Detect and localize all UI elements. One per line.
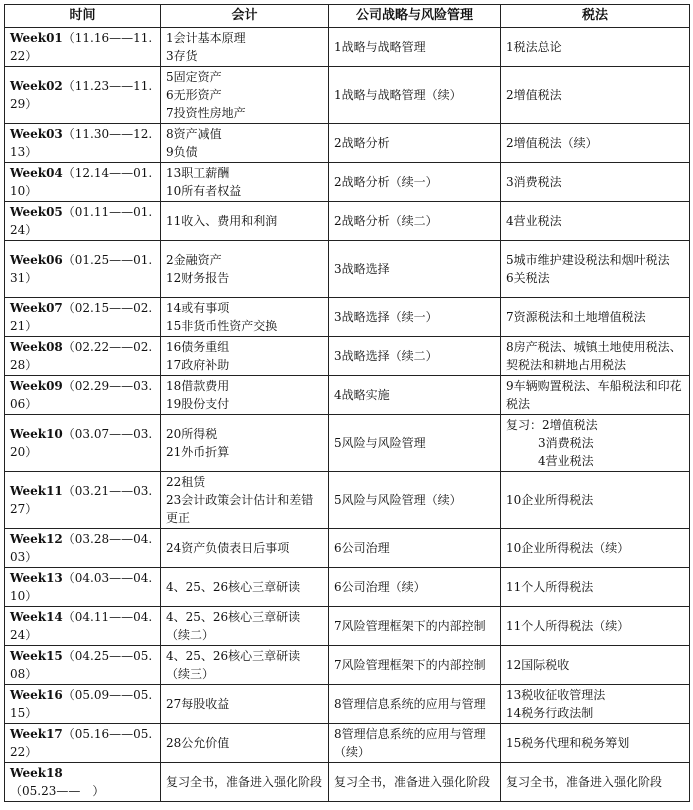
strategy-cell: [329, 67, 501, 124]
strategy-topic: 8管理信息系统的应用与管理: [334, 697, 486, 711]
strategy-cell: [329, 241, 501, 298]
strategy-cell: [329, 28, 501, 67]
time-cell: [5, 529, 161, 568]
tax-cell: [501, 163, 690, 202]
time-cell: [5, 568, 161, 607]
date-range: （12.14——01.10）: [10, 166, 153, 198]
header-strategy: 公司战略与风险管理: [329, 5, 501, 28]
time-cell: [5, 724, 161, 763]
accounting-topic: 20所得税: [166, 427, 218, 441]
tax-cell: [501, 472, 690, 529]
week-label: Week09: [10, 379, 63, 393]
accounting-topic: 2金融资产: [166, 253, 222, 267]
time-cell: [5, 472, 161, 529]
tax-topic: 2增值税法（续）: [506, 136, 598, 150]
accounting-topic: 17政府补助: [166, 358, 230, 372]
accounting-topic: 4、25、26核心三章研读（续二）: [166, 610, 301, 642]
table-row: [5, 28, 690, 67]
strategy-topic: 6公司治理: [334, 541, 390, 555]
schedule-body: [5, 28, 690, 802]
accounting-cell: [161, 472, 329, 529]
strategy-topic: 7风险管理框架下的内部控制: [334, 619, 486, 633]
accounting-topic: 复习全书，准备进入强化阶段: [166, 775, 323, 789]
table-row: [5, 607, 690, 646]
tax-cell: [501, 202, 690, 241]
header-accounting: 会计: [161, 5, 329, 28]
date-range: （03.28——04.03）: [10, 532, 153, 564]
accounting-cell: [161, 415, 329, 472]
tax-topic: 10企业所得税法（续）: [506, 541, 630, 555]
strategy-cell: [329, 646, 501, 685]
date-range: （03.07——03.20）: [10, 427, 153, 459]
table-row: [5, 472, 690, 529]
date-range: （03.21——03.27）: [10, 484, 153, 516]
accounting-topic: 9负债: [166, 145, 198, 159]
week-label: Week04: [10, 166, 63, 180]
accounting-topic: 24资产负债表日后事项: [166, 541, 290, 555]
tax-topic: 复习全书，准备进入强化阶段: [506, 775, 663, 789]
strategy-cell: [329, 685, 501, 724]
time-cell: [5, 241, 161, 298]
tax-cell: [501, 724, 690, 763]
accounting-cell: [161, 163, 329, 202]
date-range: （11.23——11.29）: [10, 79, 153, 111]
strategy-cell: [329, 376, 501, 415]
time-cell: [5, 607, 161, 646]
accounting-topic: 13职工薪酬: [166, 166, 230, 180]
date-range: （04.11——04.24）: [10, 610, 153, 642]
accounting-topic: 10所有者权益: [166, 184, 242, 198]
accounting-topic: 8资产减值: [166, 127, 222, 141]
week-label: Week06: [10, 253, 63, 267]
tax-topic: 3消费税法: [538, 436, 594, 450]
table-row: [5, 646, 690, 685]
week-label: Week15: [10, 649, 63, 663]
strategy-cell: [329, 607, 501, 646]
accounting-topic: 18借款费用: [166, 379, 230, 393]
week-label: Week17: [10, 727, 63, 741]
accounting-topic: 15非货币性资产交换: [166, 319, 278, 333]
week-label: Week05: [10, 205, 63, 219]
tax-cell: [501, 67, 690, 124]
accounting-topic: 5固定资产: [166, 70, 222, 84]
accounting-topic: 1会计基本原理: [166, 31, 246, 45]
accounting-topic: 7投资性房地产: [166, 106, 246, 120]
accounting-cell: [161, 568, 329, 607]
table-row: [5, 763, 690, 802]
table-row: [5, 529, 690, 568]
accounting-cell: [161, 298, 329, 337]
tax-topic: 9车辆购置税法、车船税法和印花税法: [506, 379, 682, 411]
strategy-cell: [329, 415, 501, 472]
accounting-topic: 28公允价值: [166, 736, 230, 750]
time-cell: [5, 376, 161, 415]
week-label: Week11: [10, 484, 63, 498]
accounting-topic: 4、25、26核心三章研读（续三）: [166, 649, 301, 681]
tax-cell: [501, 607, 690, 646]
tax-topic: 11个人所得税法: [506, 580, 594, 594]
strategy-topic: 4战略实施: [334, 388, 390, 402]
date-range: （05.09——05.15）: [10, 688, 153, 720]
strategy-topic: 5风险与风险管理（续）: [334, 493, 462, 507]
accounting-cell: [161, 67, 329, 124]
week-label: Week13: [10, 571, 63, 585]
strategy-topic: 7风险管理框架下的内部控制: [334, 658, 486, 672]
tax-cell: [501, 415, 690, 472]
strategy-topic: 2战略分析（续二）: [334, 214, 438, 228]
date-range: （04.25——05.08）: [10, 649, 153, 681]
week-label: Week02: [10, 79, 63, 93]
time-cell: [5, 763, 161, 802]
tax-topic: 5城市维护建设税法和烟叶税法: [506, 253, 670, 267]
time-cell: [5, 202, 161, 241]
tax-cell: [501, 685, 690, 724]
header-time: 时间: [5, 5, 161, 28]
tax-cell: [501, 376, 690, 415]
time-cell: [5, 415, 161, 472]
tax-topic: 7资源税法和土地增值税法: [506, 310, 646, 324]
date-range: （01.11——01.24）: [10, 205, 153, 237]
tax-topic: 复习：2增值税法: [506, 418, 598, 432]
header-tax: 税法: [501, 5, 690, 28]
accounting-topic: 12财务报告: [166, 271, 230, 285]
strategy-topic: 3战略选择（续一）: [334, 310, 438, 324]
table-row: [5, 67, 690, 124]
tax-cell: [501, 337, 690, 376]
tax-topic: 11个人所得税法（续）: [506, 619, 630, 633]
accounting-cell: [161, 685, 329, 724]
accounting-cell: [161, 28, 329, 67]
tax-topic: 2增值税法: [506, 88, 562, 102]
tax-cell: [501, 646, 690, 685]
strategy-cell: [329, 472, 501, 529]
tax-topic: 1税法总论: [506, 40, 562, 54]
tax-topic: 6关税法: [506, 271, 550, 285]
date-range: （05.23—— ）: [10, 784, 105, 798]
tax-cell: [501, 124, 690, 163]
time-cell: [5, 28, 161, 67]
week-label: Week18: [10, 766, 63, 780]
strategy-cell: [329, 298, 501, 337]
accounting-topic: 23会计政策会计估计和差错更正: [166, 493, 314, 525]
strategy-cell: [329, 202, 501, 241]
study-schedule-table: [4, 4, 690, 802]
accounting-cell: [161, 763, 329, 802]
tax-cell: [501, 568, 690, 607]
table-row: [5, 163, 690, 202]
strategy-topic: 3战略选择（续二）: [334, 349, 438, 363]
strategy-cell: [329, 163, 501, 202]
strategy-topic: 3战略选择: [334, 262, 390, 276]
week-label: Week03: [10, 127, 63, 141]
header-row: [5, 5, 690, 28]
tax-topic: 8房产税法、城镇土地使用税法、契税法和耕地占用税法: [506, 340, 682, 372]
strategy-topic: 6公司治理（续）: [334, 580, 426, 594]
accounting-topic: 3存货: [166, 49, 198, 63]
accounting-cell: [161, 607, 329, 646]
accounting-topic: 11收入、费用和利润: [166, 214, 278, 228]
time-cell: [5, 685, 161, 724]
week-label: Week10: [10, 427, 63, 441]
table-row: [5, 376, 690, 415]
table-row: [5, 415, 690, 472]
strategy-cell: [329, 124, 501, 163]
accounting-topic: 21外币折算: [166, 445, 230, 459]
time-cell: [5, 298, 161, 337]
time-cell: [5, 124, 161, 163]
table-row: [5, 124, 690, 163]
tax-cell: [501, 241, 690, 298]
week-label: Week12: [10, 532, 63, 546]
strategy-cell: [329, 724, 501, 763]
date-range: （11.30——12.13）: [10, 127, 153, 159]
tax-cell: [501, 298, 690, 337]
tax-topic: 12国际税收: [506, 658, 570, 672]
accounting-topic: 4、25、26核心三章研读: [166, 580, 301, 594]
strategy-cell: [329, 568, 501, 607]
tax-topic: 3消费税法: [506, 175, 562, 189]
tax-topic: 4营业税法: [538, 454, 594, 468]
tax-cell: [501, 763, 690, 802]
table-row: [5, 202, 690, 241]
date-range: （11.16——11.22）: [10, 31, 153, 63]
accounting-cell: [161, 646, 329, 685]
tax-topic: 15税务代理和税务筹划: [506, 736, 630, 750]
strategy-topic: 1战略与战略管理（续）: [334, 88, 462, 102]
date-range: （02.15——02.21）: [10, 301, 153, 333]
tax-cell: [501, 28, 690, 67]
strategy-cell: [329, 529, 501, 568]
table-row: [5, 568, 690, 607]
accounting-topic: 14或有事项: [166, 301, 230, 315]
table-row: [5, 337, 690, 376]
accounting-cell: [161, 241, 329, 298]
date-range: （04.03——04.10）: [10, 571, 153, 603]
tax-topic: 10企业所得税法: [506, 493, 594, 507]
accounting-topic: 19股份支付: [166, 397, 230, 411]
tax-topic: 4营业税法: [506, 214, 562, 228]
strategy-topic: 1战略与战略管理: [334, 40, 426, 54]
date-range: （01.25——01.31）: [10, 253, 153, 285]
accounting-cell: [161, 337, 329, 376]
date-range: （02.22——02.28）: [10, 340, 153, 372]
time-cell: [5, 646, 161, 685]
strategy-cell: [329, 337, 501, 376]
strategy-topic: 复习全书，准备进入强化阶段: [334, 775, 491, 789]
accounting-cell: [161, 529, 329, 568]
time-cell: [5, 163, 161, 202]
week-label: Week01: [10, 31, 63, 45]
accounting-cell: [161, 202, 329, 241]
tax-topic: 14税务行政法制: [506, 706, 594, 720]
table-row: [5, 685, 690, 724]
accounting-topic: 6无形资产: [166, 88, 222, 102]
tax-cell: [501, 529, 690, 568]
accounting-cell: [161, 124, 329, 163]
accounting-cell: [161, 376, 329, 415]
accounting-topic: 16债务重组: [166, 340, 230, 354]
table-row: [5, 241, 690, 298]
week-label: Week16: [10, 688, 63, 702]
accounting-topic: 27每股收益: [166, 697, 230, 711]
week-label: Week14: [10, 610, 63, 624]
date-range: （02.29——03.06）: [10, 379, 153, 411]
table-row: [5, 724, 690, 763]
time-cell: [5, 67, 161, 124]
week-label: Week08: [10, 340, 63, 354]
date-range: （05.16——05.22）: [10, 727, 153, 759]
strategy-topic: 8管理信息系统的应用与管理（续）: [334, 727, 486, 759]
strategy-cell: [329, 763, 501, 802]
strategy-topic: 2战略分析（续一）: [334, 175, 438, 189]
strategy-topic: 2战略分析: [334, 136, 390, 150]
accounting-cell: [161, 724, 329, 763]
tax-topic: 13税收征收管理法: [506, 688, 606, 702]
accounting-topic: 22租赁: [166, 475, 206, 489]
time-cell: [5, 337, 161, 376]
strategy-topic: 5风险与风险管理: [334, 436, 426, 450]
week-label: Week07: [10, 301, 63, 315]
table-row: [5, 298, 690, 337]
